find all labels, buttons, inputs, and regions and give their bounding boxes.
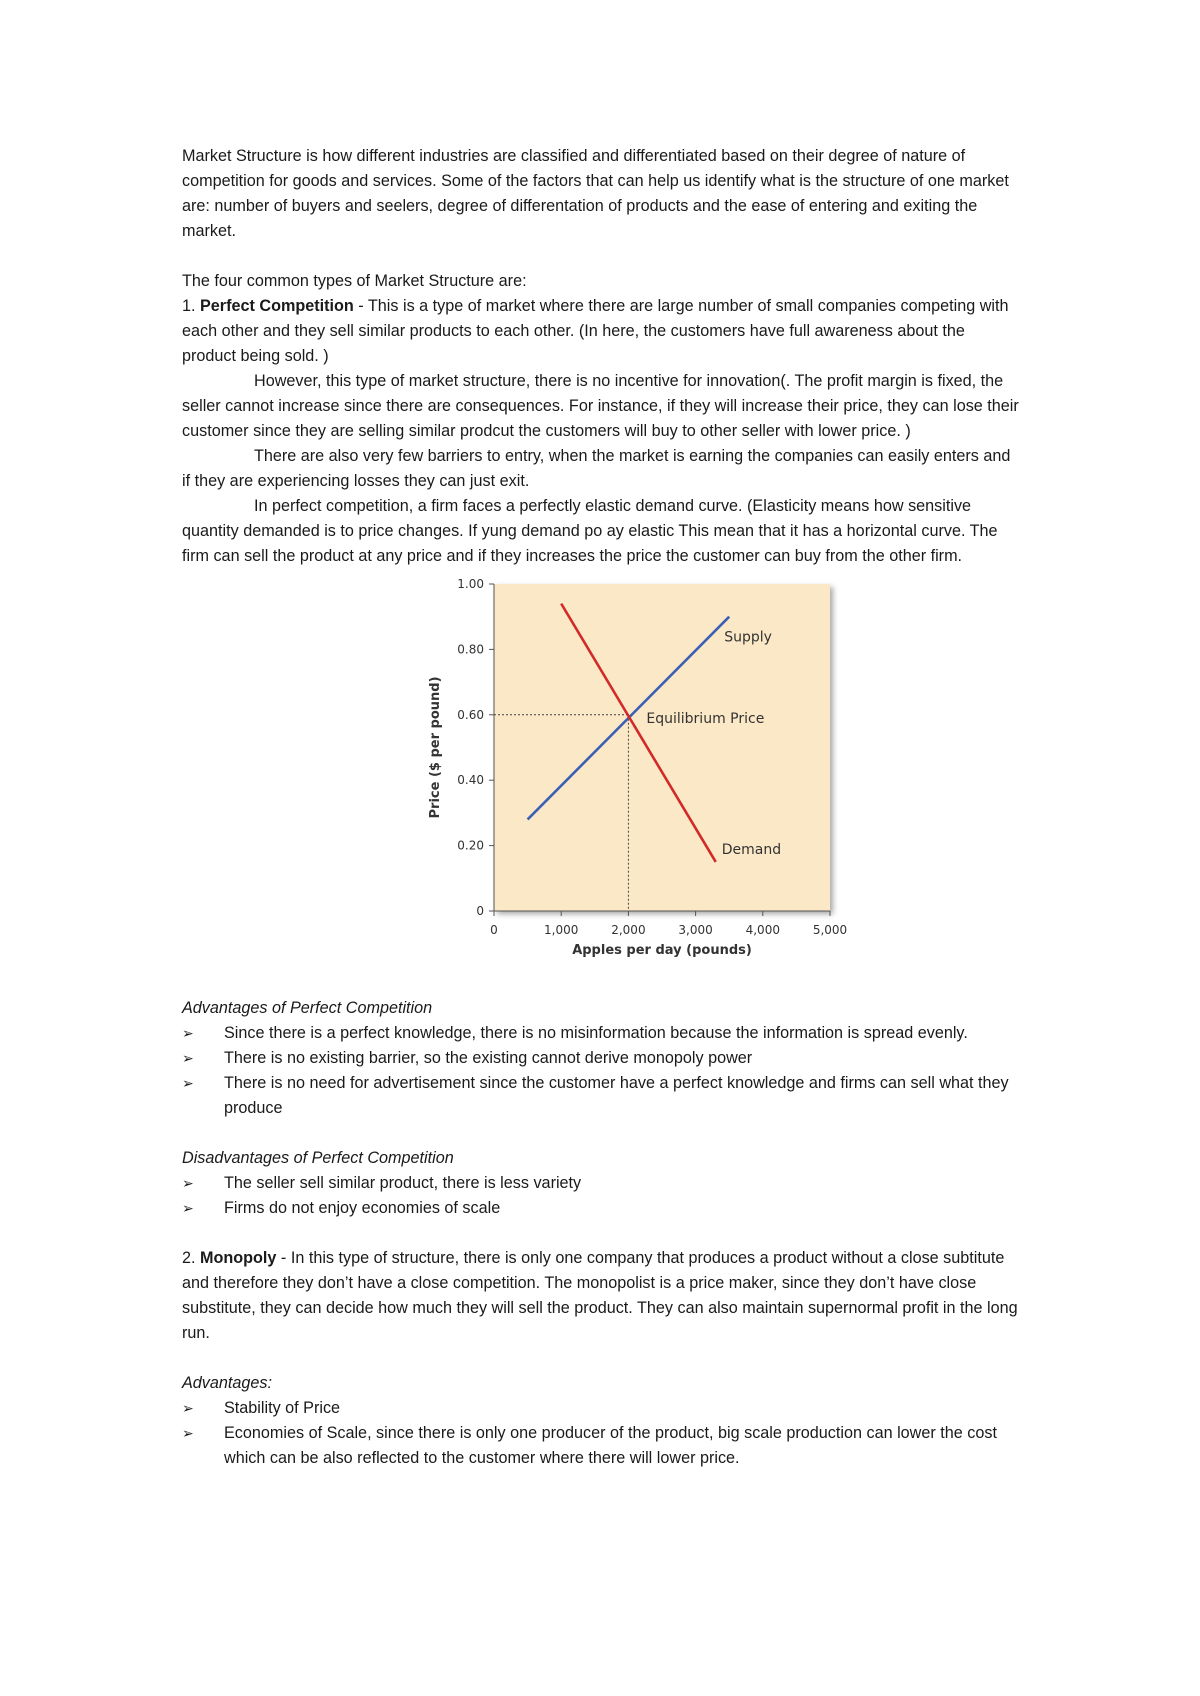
intro-paragraph: Market Structure is how different industries are classified and differentiated based on their degree of nature of competition for goods and services. Some of the factors that can help us identify what is the structure of one market are: number of buyers and seelers, degree of differentation of products and the ease of entering and exiting the market. — [182, 147, 1009, 240]
arrow-bullet-icon: ➢ — [182, 1200, 194, 1216]
chart-svg — [427, 571, 847, 981]
types-heading: The four common types of Market Structure are: — [182, 272, 527, 290]
plot-area — [494, 584, 830, 911]
x-tick-label: 5,000 — [812, 923, 847, 937]
arrow-bullet-icon: ➢ — [182, 1425, 194, 1441]
supply-demand-chart — [182, 571, 1022, 986]
list-item — [182, 1421, 1022, 1471]
perfect-competition-paragraph-2: However, this type of market structure, there is no incentive for innovation(. The profit margin is fixed, the seller cannot increase since there are consequences. For instance, if they will increase their price, they can lose their customer since they are selling similar prodcut the customers will buy to other seller with lower price. ) — [182, 372, 1019, 440]
y-tick-label: 0.80 — [457, 642, 484, 657]
list-item-text: Since there is a perfect knowledge, there is no misinformation because the information is spread evenly. — [224, 1024, 968, 1042]
y-tick-label: 0.20 — [457, 838, 484, 853]
x-tick-label: 4,000 — [745, 923, 780, 937]
equilibrium-label: Equilibrium Price — [646, 710, 765, 727]
list-item — [182, 1071, 1022, 1121]
advantages-monopoly-heading: Advantages: — [182, 1374, 272, 1392]
monopoly-paragraph — [182, 1246, 1022, 1346]
supply-label: Supply — [724, 629, 772, 646]
section-title-monopoly: Monopoly — [200, 1249, 277, 1267]
y-tick-label: 0.60 — [457, 707, 484, 722]
x-tick-label: 3,000 — [678, 923, 713, 937]
disadvantages-perfect-list — [182, 1171, 1022, 1221]
arrow-bullet-icon: ➢ — [182, 1175, 194, 1191]
y-tick-label: 1.00 — [457, 577, 484, 591]
section-number: 1. — [182, 297, 200, 315]
perfect-competition-text: - This is a type of market where there are large number of small companies competing with each other and they sell similar products to each other. (In here, the customers have full awareness about the product being sold. ) — [182, 297, 1009, 365]
advantages-perfect-heading: Advantages of Perfect Competition — [182, 999, 433, 1017]
list-item-text: There is no need for advertisement since the customer have a perfect knowledge and firms can sell what they produce — [224, 1074, 1009, 1117]
y-tick-label: 0 — [476, 904, 484, 918]
x-tick-label: 2,000 — [611, 923, 646, 937]
arrow-bullet-icon: ➢ — [182, 1075, 194, 1091]
list-item-text: Firms do not enjoy economies of scale — [224, 1199, 501, 1217]
y-tick-label: 0.40 — [457, 773, 484, 788]
y-axis-label: Price ($ per pound) — [428, 676, 443, 819]
list-item-text: Economies of Scale, since there is only one producer of the product, big scale production can lower the cost which can be also reflected to the customer where there will lower price. — [224, 1424, 997, 1467]
arrow-bullet-icon: ➢ — [182, 1400, 194, 1416]
x-tick-label: 1,000 — [544, 923, 579, 937]
arrow-bullet-icon: ➢ — [182, 1025, 194, 1041]
list-item — [182, 1171, 1022, 1196]
list-item-text: There is no existing barrier, so the existing cannot derive monopoly power — [224, 1049, 753, 1067]
disadvantages-perfect-heading: Disadvantages of Perfect Competition — [182, 1149, 454, 1167]
list-item — [182, 1021, 1022, 1046]
list-item — [182, 1196, 1022, 1221]
section-number: 2. — [182, 1249, 200, 1267]
list-item-text: The seller sell similar product, there is less variety — [224, 1174, 582, 1192]
perfect-competition-paragraph-4: In perfect competition, a firm faces a perfectly elastic demand curve. (Elasticity means how sensitive quantity demanded is to price changes. If yung demand po ay elastic This mean that it has a horizontal curve. The firm can sell the product at any price and if they increases the price the customer can buy from the other firm. — [182, 497, 998, 565]
advantages-perfect-list — [182, 1021, 1022, 1121]
list-item-text: Stability of Price — [224, 1399, 341, 1417]
monopoly-text: - In this type of structure, there is only one company that produces a product without a close subtitute and therefore they don’t have a close competition. The monopolist is a price maker, since they don’t have close substitute, they can decide how much they will sell the product. They can also maintain supernormal profit in the long run. — [182, 1249, 1018, 1342]
document-body — [182, 144, 1022, 1471]
list-item — [182, 1396, 1022, 1421]
perfect-competition-paragraph — [182, 294, 1022, 369]
perfect-competition-paragraph-3: There are also very few barriers to entry, when the market is earning the companies can easily enters and if they are experiencing losses they can just exit. — [182, 447, 1011, 490]
x-axis-label: Apples per day (pounds) — [572, 943, 752, 958]
list-item — [182, 1046, 1022, 1071]
advantages-monopoly-list — [182, 1396, 1022, 1471]
arrow-bullet-icon: ➢ — [182, 1050, 194, 1066]
demand-label: Demand — [721, 841, 782, 858]
x-tick-label: 0 — [490, 923, 498, 937]
section-title-perfect-competition: Perfect Competition — [200, 297, 354, 315]
